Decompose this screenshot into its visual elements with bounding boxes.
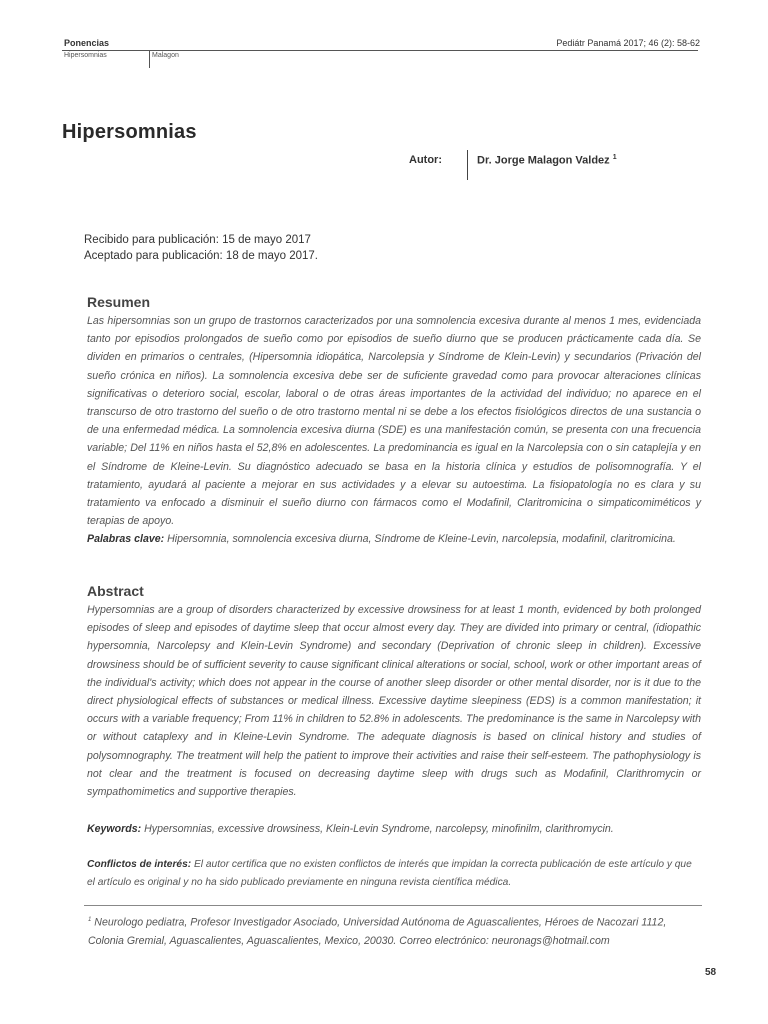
accepted-date: Aceptado para publicación: 18 de mayo 2017. bbox=[84, 250, 318, 262]
footnote-text: Neurologo pediatra, Profesor Investigador Asociado, Universidad Autónoma de Aguascalientes, Héroes de Nacozari 1112, Colonia Gremial, Aguascalientes, Aguascalientes, Mexico, 20030. Correo electrónico: neuronags@hotmail.com bbox=[88, 916, 667, 947]
running-header-topic: Hipersomnias bbox=[64, 52, 107, 59]
abstract-heading: Abstract bbox=[87, 583, 144, 599]
running-header-section: Ponencias bbox=[64, 38, 110, 48]
author-footnote bbox=[88, 911, 698, 950]
conflicts-label: Conflictos de interés: bbox=[87, 859, 192, 870]
page-number: 58 bbox=[705, 967, 717, 978]
conflicts-text: El autor certifica que no existen conflictos de interés que impidan la correcta publicación de este artículo y que el artículo es original y no ha sido publicado previamente en ninguna revista científica médica. bbox=[87, 859, 692, 888]
author-divider bbox=[467, 150, 468, 180]
conflicts-of-interest bbox=[87, 856, 701, 892]
footnote-mark: 1 bbox=[88, 917, 92, 923]
author-affiliation-mark: 1 bbox=[612, 154, 617, 161]
keywords bbox=[87, 820, 701, 838]
author-label: Autor: bbox=[409, 154, 442, 166]
resumen-heading: Resumen bbox=[87, 294, 151, 310]
author-name bbox=[477, 154, 617, 167]
header-divider bbox=[149, 50, 150, 68]
running-header-author: Malagon bbox=[152, 52, 179, 59]
keywords-label: Keywords: bbox=[87, 823, 142, 835]
palabras-clave-label: Palabras clave: bbox=[87, 533, 165, 545]
article-title: Hipersomnias bbox=[62, 121, 197, 143]
publication-dates bbox=[84, 232, 318, 264]
keywords-text: Hypersomnias, excessive drowsiness, Klein-Levin Syndrome, narcolepsy, minofinilm, clarithromycin. bbox=[141, 823, 614, 835]
footnote-rule bbox=[84, 905, 702, 906]
palabras-clave-text: Hipersomnia, somnolencia excesiva diurna, Síndrome de Kleine-Levin, narcolepsia, modafinil, claritromicina. bbox=[164, 533, 676, 545]
palabras-clave bbox=[87, 530, 701, 548]
author-name-text: Dr. Jorge Malagon Valdez bbox=[477, 154, 610, 167]
resumen-text: Las hipersomnias son un grupo de trastornos caracterizados por una somnolencia excesiva durante al menos 1 mes, evidenciada tanto por episodios prolongados de sueño como por episodios de sueño diurno que se producen prácticamente cada día. Se dividen en primarios o centrales, (Hipersomnia idiopática, Narcolepsia y Síndrome de Klein-Levin) y secundarios (Privación del sueño crónica en niños). La somnolencia excesiva debe ser de suficiente gravedad como para provocar alteraciones clínicas significativas o deterioro social, escolar, laboral o de otras áreas importantes de la actividad del individuo; no aparece en el transcurso de otro trastorno del sueño o de otro trastorno mental ni se debe a los efectos fisiológicos directos de una sustancia o de una enfermedad médica. La somnolencia excesiva diurna (SDE) es una manifestación común, se presenta con una frecuencia variable; Del 11% en niños hasta el 52,8% en adolescentes. La predominancia es igual en la Narcolepsia con o sin cataplejía y en el Síndrome de Kleine-Levin. Su diagnóstico adecuado se basa en la historia clínica y estudios de polisomnografía. Y el tratamiento, ayudará al paciente a mejorar en sus actividades y a elevar su autoestima. La fisiopatología no es clara y su tratamiento va enfocado a disminuir el sueño diurno con fármacos como el Modafinil, Claritromicina o simpaticomiméticos y terapias de apoyo. bbox=[87, 315, 701, 528]
header-rule bbox=[62, 50, 698, 51]
journal-citation: Pediátr Panamá 2017; 46 (2): 58-62 bbox=[556, 38, 700, 48]
abstract-text: Hypersomnias are a group of disorders characterized by excessive drowsiness for at least 1 month, evidenced by both prolonged episodes of sleep and episodes of daytime sleep that occur almost every day. They are divided into primary or central, (idiopathic hypersomnia, Narcolepsy and Klein-Levin Syndrome) and secondary (Deprivation of chronic sleep in children). Excessive drowsiness should be of sufficient severity to cause significant clinical alterations or social, school, work or other important areas of the individual's activity; which does not appear in the course of another sleep disorder or other mental disorder, nor is it due to the direct physiological effects of substances or medical illness. Excessive daytime sleepiness (EDS) is a common manifestation; it occurs with a variable frequency; From 11% in children to 52.8% in adolescents. The predominance is the same in Narcolepsy with or without cataplexy and in Kleine-Levin Syndrome. The adequate diagnosis is based on clinical history and studies of polysomnography. The treatment will help the patient to improve their activities and raise their self-esteem. The pathophysiology is not clear and the treatment is focused on decreasing daytime sleep with drugs such as Modafinil, Clarithromycin or sympathomimetics and supportive therapies. bbox=[87, 604, 701, 799]
received-date: Recibido para publicación: 15 de mayo 2017 bbox=[84, 234, 311, 246]
